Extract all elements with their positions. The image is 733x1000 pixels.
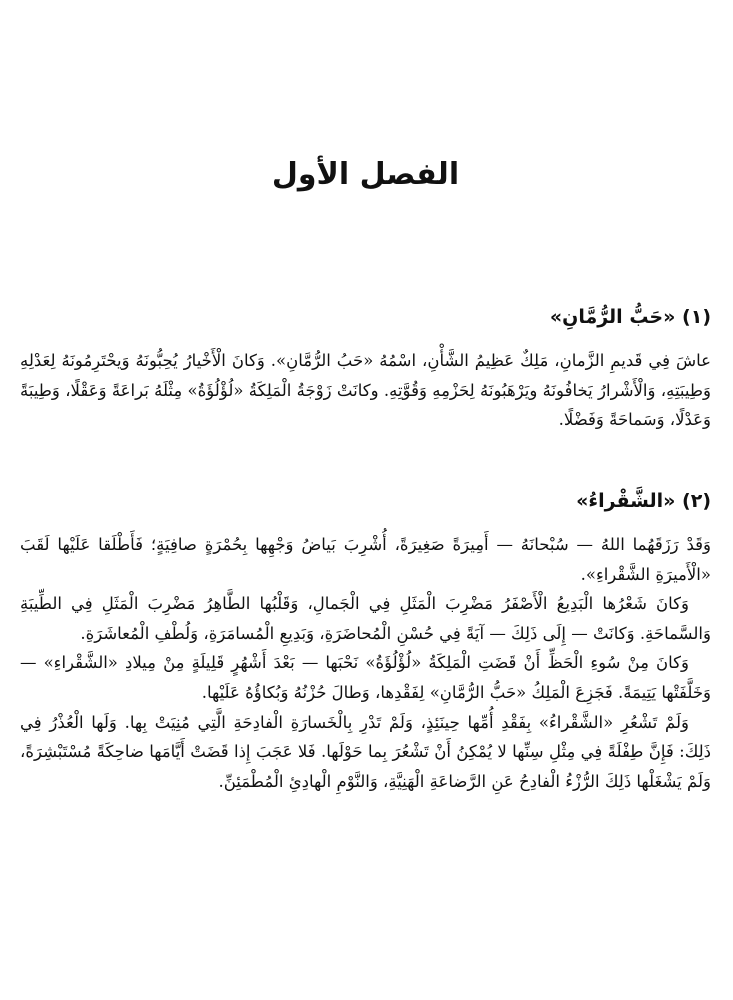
paragraph: وَكانَ مِنْ سُوءِ الْحَظِّ أَنْ قَضَتِ الْمَلِكَةُ «لُؤْلُؤَةُ» نَحْبَها — بَعْدَ أَشْهُرٍ قَلِيلَةٍ مِنْ مِيلادِ «الشَّقْراءِ» — وَخَلَّفَتْها يَتِيمَةً. فَجَزِعَ الْمَلِكُ «حَبُّ الرُّمَّانِ» لِفَقْدِها، وَطالَ حُزْنُهُ وَبُكاؤُهُ عَلَيْها. xyxy=(20,653,711,702)
chapter-title: الفصل الأول xyxy=(271,157,460,192)
section-habb-al-rumman xyxy=(20,300,711,435)
paragraph: عاشَ فِي قَديمِ الزَّمانِ، مَلِكٌ عَظِيمُ الشَّأْنِ، اسْمُهُ «حَبُ الرُّمَّانِ». وَكانَ الْأَخْيارُ يُحِبُّونَهُ وَيحْتَرِمُونَهُ لِعَدْلِهِ وَطِيبَتِهِ، وَالْأَشْرارُ يَخافُونَهُ ويَرْهَبُونَهُ لِحَزْمِهِ وَقُوَّتِهِ. وكانَتْ زَوْجَةُ الْمَلِكَةُ «لُؤْلُؤَةُ» مِثْلَهُ بَراعَةً وَعَقْلًا، وَطِيبَةً وَعَدْلًا، وَسَماحَةً وَفَضْلًا. xyxy=(20,351,711,430)
section-heading: (٢) «الشَّقْراءُ» xyxy=(576,490,711,512)
section-al-shaqra xyxy=(20,484,711,796)
book-page xyxy=(20,0,711,1000)
paragraph: وَقَدْ رَزَقَهُما اللهُ — سُبْحانَهُ — أَمِيرَةً صَغِيرَةً، أُشْرِبَ بَياضُ وَجْهِها بِحُمْرَةٍ صافِيَةٍ؛ فَأَطْلَقا عَلَيْها لَقَبَ «الْأَميرَةِ الشَّقْراءِ». xyxy=(20,535,711,584)
section-heading: (١) «حَبُّ الرُّمَّانِ» xyxy=(549,306,711,328)
paragraph: وَلَمْ تَشْعُرِ «الشَّقْراءُ» بِفَقْدِ أُمِّها حِينَئِذٍ، وَلَمْ تَدْرِ بِالْخَسارَةِ الْفادِحَةِ الَّتِي مُنِيَتْ بِها. وَلَها الْعُذْرُ فِي ذَلِكَ: فَإِنَّ طِفْلَةً فِي مِثْلِ سِنِّها لا يُمْكِنُ أَنْ تَشْعُرَ بِما حَوْلَها. فَلا عَجَبَ إِذا قَضَتْ أَيَّامَها ضاحِكَةً مُسْتَبْشِرَةً، وَلَمْ يَشْغَلْها ذَلِكَ الرُّزْءُ الْفادِحُ عَنِ الرَّضاعَةِ الْهَنِيَّةِ، وَالنَّوْمِ الْهادِئِ الْمُطْمَئِنِّ. xyxy=(20,712,711,791)
paragraph: وَكانَ شَعْرُها الْبَدِيعُ الْأَصْفَرُ مَضْرِبَ الْمَثَلِ فِي الْجَمالِ، وَقَلْبُها الطَّاهِرُ مَضْرِبَ الْمَثَلِ فِي الطِّيبَةِ وَالسَّماحَةِ. وَكانَتْ — إِلَى ذَلِكَ — آيَةً فِي حُسْنِ الْمُحاضَرَةِ، وَبَدِيعِ الْمُسامَرَةِ، وَلُطْفِ الْمُعاشَرَةِ. xyxy=(20,594,711,643)
